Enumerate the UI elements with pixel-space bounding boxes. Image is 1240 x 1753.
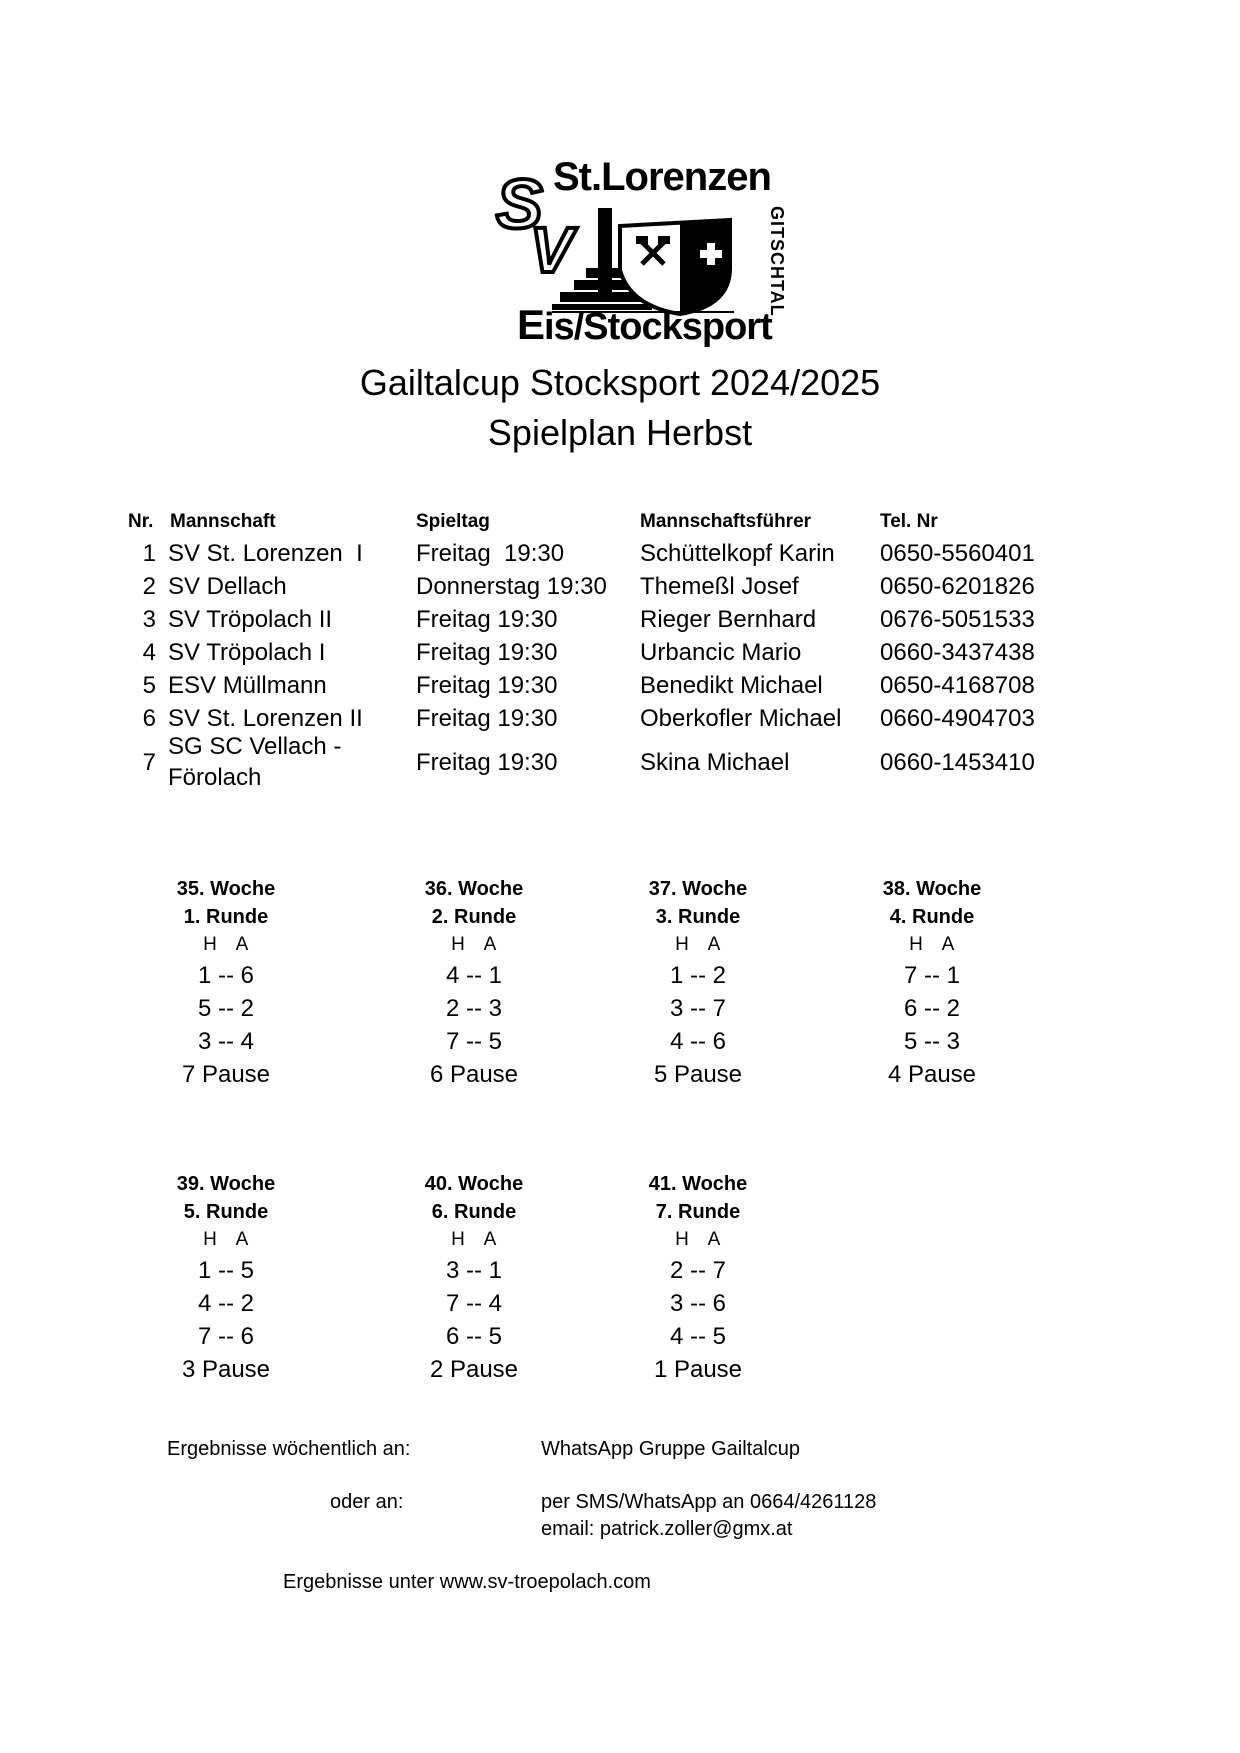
match: 4 -- 5 bbox=[669, 1323, 726, 1350]
team-name-line1: SG SC Vellach - bbox=[168, 733, 342, 760]
match: 5 -- 3 bbox=[903, 1028, 960, 1055]
team-name bbox=[168, 731, 341, 793]
website-link[interactable]: Ergebnisse unter www.sv-troepolach.com bbox=[283, 1571, 651, 1593]
or-label: oder an: bbox=[330, 1491, 404, 1513]
round-block bbox=[126, 875, 326, 1091]
home-label: H bbox=[451, 1229, 465, 1250]
match: 7 -- 1 bbox=[903, 962, 960, 989]
round-week: 39. Woche bbox=[176, 1173, 276, 1195]
away-label: A bbox=[235, 934, 249, 955]
home-away-header bbox=[126, 931, 326, 959]
team-day: Freitag 19:30 bbox=[416, 540, 565, 567]
home-away-header bbox=[374, 931, 574, 959]
home-label: H bbox=[203, 934, 217, 955]
header-leader: Mannschaftsführer bbox=[640, 511, 812, 532]
match: 1 -- 5 bbox=[197, 1257, 254, 1284]
match: 6 -- 2 bbox=[903, 995, 960, 1022]
team-tel: 0676-5051533 bbox=[880, 606, 1035, 633]
team-row bbox=[0, 669, 1240, 702]
match: 7 -- 6 bbox=[197, 1323, 254, 1350]
team-name-line2: Förolach bbox=[168, 764, 262, 791]
team-day: Donnerstag 19:30 bbox=[416, 573, 607, 600]
round-number: 7. Runde bbox=[655, 1201, 741, 1223]
pause: 3 Pause bbox=[181, 1356, 271, 1383]
team-tel: 0650-4168708 bbox=[880, 672, 1035, 699]
team-tel: 0660-3437438 bbox=[880, 639, 1035, 666]
pause: 6 Pause bbox=[429, 1061, 519, 1088]
match: 4 -- 1 bbox=[445, 962, 502, 989]
match: 6 -- 5 bbox=[445, 1323, 502, 1350]
match: 7 -- 4 bbox=[445, 1290, 502, 1317]
home-away-header bbox=[374, 1226, 574, 1254]
team-row bbox=[0, 570, 1240, 603]
team-row bbox=[0, 603, 1240, 636]
header-team: Mannschaft bbox=[170, 511, 276, 532]
results-whatsapp-group: WhatsApp Gruppe Gailtalcup bbox=[541, 1438, 801, 1460]
home-label: H bbox=[451, 934, 465, 955]
team-leader: Benedikt Michael bbox=[640, 672, 823, 699]
match: 3 -- 1 bbox=[445, 1257, 502, 1284]
logo-side-text: GITSCHTAL bbox=[767, 206, 787, 317]
pause: 5 Pause bbox=[653, 1061, 743, 1088]
logo-initial-v: V bbox=[530, 214, 573, 286]
team-name: ESV Müllmann bbox=[168, 672, 327, 699]
team-nr: 3 bbox=[142, 606, 156, 633]
team-nr: 4 bbox=[142, 639, 156, 666]
team-name: SV Tröpolach I bbox=[168, 639, 326, 666]
round-block bbox=[374, 1170, 574, 1386]
team-nr: 6 bbox=[142, 705, 156, 732]
header-nr: Nr. bbox=[128, 511, 154, 532]
logo-initial-s: S bbox=[496, 165, 543, 243]
home-label: H bbox=[675, 934, 689, 955]
round-block bbox=[832, 875, 1032, 1091]
team-leader: Schüttelkopf Karin bbox=[640, 540, 835, 567]
home-away-header bbox=[598, 931, 798, 959]
round-block bbox=[598, 1170, 798, 1386]
page-title: Gailtalcup Stocksport 2024/2025 bbox=[359, 362, 881, 403]
match: 1 -- 6 bbox=[197, 962, 254, 989]
home-away-header bbox=[832, 931, 1032, 959]
email-contact: email: patrick.zoller@gmx.at bbox=[541, 1518, 793, 1540]
round-number: 3. Runde bbox=[655, 906, 741, 928]
match: 1 -- 2 bbox=[669, 962, 726, 989]
round-week: 36. Woche bbox=[424, 878, 524, 900]
team-tel: 0650-6201826 bbox=[880, 573, 1035, 600]
round-week: 38. Woche bbox=[882, 878, 982, 900]
match: 5 -- 2 bbox=[197, 995, 254, 1022]
round-number: 5. Runde bbox=[183, 1201, 269, 1223]
round-block bbox=[374, 875, 574, 1091]
round-week: 35. Woche bbox=[176, 878, 276, 900]
match: 3 -- 6 bbox=[669, 1290, 726, 1317]
sms-contact: per SMS/WhatsApp an 0664/4261128 bbox=[541, 1491, 877, 1513]
logo-club-name: St.Lorenzen bbox=[553, 155, 771, 199]
team-day: Freitag 19:30 bbox=[416, 639, 558, 666]
away-label: A bbox=[483, 1229, 497, 1250]
round-block bbox=[126, 1170, 326, 1386]
logo-sport-initial: E bbox=[517, 301, 545, 348]
match: 7 -- 5 bbox=[445, 1028, 502, 1055]
away-label: A bbox=[707, 1229, 721, 1250]
team-name: SV St. Lorenzen II bbox=[168, 705, 363, 732]
team-leader: Urbancic Mario bbox=[640, 639, 802, 666]
match: 3 -- 7 bbox=[669, 995, 726, 1022]
team-nr: 2 bbox=[142, 573, 156, 600]
team-tel: 0660-4904703 bbox=[880, 705, 1035, 732]
match: 4 -- 2 bbox=[197, 1290, 254, 1317]
header-tel: Tel. Nr bbox=[880, 511, 938, 532]
pause: 7 Pause bbox=[181, 1061, 271, 1088]
header-day: Spieltag bbox=[416, 511, 490, 532]
match: 2 -- 7 bbox=[669, 1257, 726, 1284]
team-day: Freitag 19:30 bbox=[416, 606, 558, 633]
round-week: 37. Woche bbox=[648, 878, 748, 900]
team-row bbox=[0, 636, 1240, 669]
round-block bbox=[598, 875, 798, 1091]
team-row bbox=[0, 731, 1240, 795]
away-label: A bbox=[483, 934, 497, 955]
round-number: 6. Runde bbox=[431, 1201, 517, 1223]
team-day: Freitag 19:30 bbox=[416, 705, 558, 732]
match: 4 -- 6 bbox=[669, 1028, 726, 1055]
match: 2 -- 3 bbox=[445, 995, 502, 1022]
away-label: A bbox=[941, 934, 955, 955]
home-away-header bbox=[126, 1226, 326, 1254]
round-number: 2. Runde bbox=[431, 906, 517, 928]
logo-sport-rest: is/Stocksport bbox=[544, 306, 772, 348]
away-label: A bbox=[707, 934, 721, 955]
pause: 1 Pause bbox=[653, 1356, 743, 1383]
team-leader: Oberkofler Michael bbox=[640, 705, 842, 732]
team-nr: 1 bbox=[142, 540, 156, 567]
team-tel: 0660-1453410 bbox=[880, 749, 1035, 776]
round-number: 1. Runde bbox=[183, 906, 269, 928]
team-nr: 5 bbox=[142, 672, 156, 699]
page-subtitle: Spielplan Herbst bbox=[487, 412, 753, 453]
team-leader: Themeßl Josef bbox=[640, 573, 799, 600]
home-label: H bbox=[675, 1229, 689, 1250]
team-tel: 0650-5560401 bbox=[880, 540, 1035, 567]
round-number: 4. Runde bbox=[889, 906, 975, 928]
team-name: SV Tröpolach II bbox=[168, 606, 333, 633]
home-away-header bbox=[598, 1226, 798, 1254]
team-leader: Rieger Bernhard bbox=[640, 606, 817, 633]
team-name: SV St. Lorenzen I bbox=[168, 540, 363, 567]
away-label: A bbox=[235, 1229, 249, 1250]
team-day: Freitag 19:30 bbox=[416, 672, 558, 699]
home-label: H bbox=[909, 934, 923, 955]
pause: 2 Pause bbox=[429, 1356, 519, 1383]
team-nr: 7 bbox=[142, 749, 156, 776]
team-row bbox=[0, 537, 1240, 570]
results-label: Ergebnisse wöchentlich an: bbox=[167, 1438, 411, 1460]
team-leader: Skina Michael bbox=[640, 749, 790, 776]
round-week: 41. Woche bbox=[648, 1173, 748, 1195]
logo-sport-text bbox=[517, 301, 772, 349]
pause: 4 Pause bbox=[887, 1061, 977, 1088]
home-label: H bbox=[203, 1229, 217, 1250]
team-day: Freitag 19:30 bbox=[416, 749, 558, 776]
team-name: SV Dellach bbox=[168, 573, 287, 600]
round-week: 40. Woche bbox=[424, 1173, 524, 1195]
match: 3 -- 4 bbox=[197, 1028, 254, 1055]
